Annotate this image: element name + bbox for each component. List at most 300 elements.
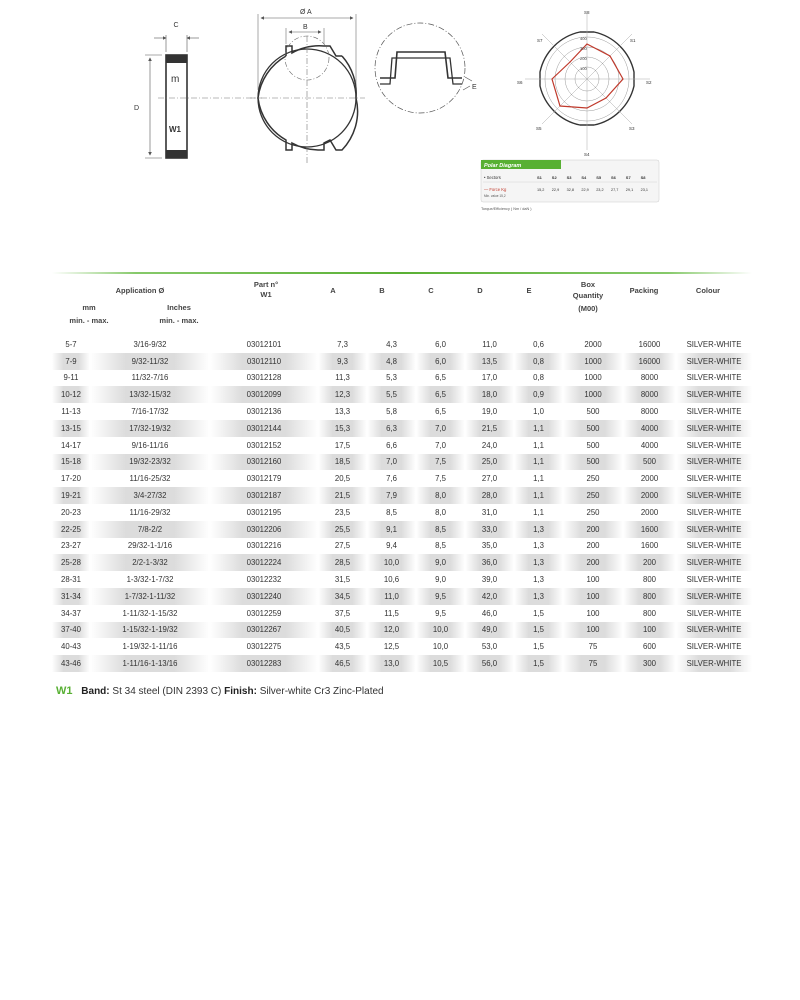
- cell-a: 27,5: [334, 541, 351, 551]
- cell-inches: 9/32-11/32: [90, 353, 210, 370]
- cell-mm: 28-31: [61, 575, 81, 585]
- cell-e: 1,5: [514, 622, 563, 639]
- svg-text:S8: S8: [584, 10, 590, 15]
- header-box: Box: [580, 280, 596, 289]
- table-row: [52, 588, 752, 605]
- cell-part-no: 03012099: [210, 386, 318, 403]
- svg-text:S7: S7: [537, 38, 543, 43]
- cell-box-qty: 100: [586, 608, 600, 618]
- cell-mm: 5-7: [65, 339, 77, 349]
- cell-e: 1,5: [533, 642, 544, 652]
- cell-e: 0,8: [533, 373, 544, 383]
- cell-c: 10,0: [416, 622, 465, 639]
- cell-packing: 100: [623, 622, 676, 639]
- header-packing: Packing: [629, 286, 659, 295]
- cell-a: 31,5: [334, 575, 351, 585]
- cell-packing: 300: [623, 655, 676, 672]
- polar-force-value: 23,1: [640, 188, 648, 192]
- cell-b: 5,3: [386, 373, 397, 383]
- cell-a: 46,5: [318, 655, 367, 672]
- cell-e: 1,1: [533, 507, 544, 517]
- header-part-w1: W1: [260, 290, 272, 299]
- svg-text:S1: S1: [630, 38, 636, 43]
- table-row: [52, 336, 752, 353]
- polar-sector-label: S1: [537, 175, 542, 180]
- label-a: Ø A: [300, 9, 312, 16]
- label-w1-side: W1: [169, 125, 181, 134]
- cell-box-qty: 100: [563, 622, 623, 639]
- cell-inches: 2/2-1-3/32: [90, 554, 210, 571]
- cell-d: 19,0: [481, 407, 498, 417]
- cell-d: 46,0: [481, 608, 498, 618]
- cell-packing: 600: [642, 642, 656, 652]
- header-mm-range: min. - max.: [69, 316, 109, 325]
- label-d: D: [134, 105, 140, 112]
- cell-a: 15,3: [318, 420, 367, 437]
- table-row: [52, 655, 752, 672]
- cell-colour: SILVER-WHITE: [686, 541, 742, 551]
- cell-box-qty: 100: [563, 588, 623, 605]
- cell-a: 18,5: [318, 454, 367, 471]
- cell-a: 17,5: [334, 440, 351, 450]
- header-quantity: Quantity: [572, 291, 604, 300]
- polar-force-value: 22,9: [581, 188, 589, 192]
- cell-packing: 4000: [623, 420, 676, 437]
- cell-b: 11,5: [384, 608, 399, 618]
- cell-part-no: 03012136: [246, 407, 282, 417]
- cell-packing: 8000: [640, 373, 659, 383]
- cell-packing: 16000: [638, 339, 661, 349]
- cell-colour: SILVER-WHITE: [676, 655, 752, 672]
- cell-inches: 3/16-9/32: [133, 339, 167, 349]
- cell-c: 10,0: [432, 642, 449, 652]
- cell-e: 1,3: [533, 541, 544, 551]
- header-c: C: [428, 286, 434, 295]
- note-band-label: Band:: [81, 686, 110, 697]
- cell-packing: 8000: [623, 386, 676, 403]
- cell-box-qty: 500: [563, 454, 623, 471]
- cell-part-no: 03012152: [246, 440, 282, 450]
- cell-part-no: 03012283: [210, 655, 318, 672]
- cell-b: 7,0: [367, 454, 416, 471]
- cell-d: 17,0: [481, 373, 498, 383]
- cell-d: 24,0: [481, 440, 498, 450]
- cell-b: 13,0: [367, 655, 416, 672]
- cell-d: 13,5: [465, 353, 514, 370]
- cell-e: 1,5: [514, 655, 563, 672]
- cell-c: 8,5: [416, 521, 465, 538]
- cell-part-no: 03012110: [210, 353, 318, 370]
- header-e: E: [526, 286, 532, 295]
- cell-a: 13,3: [334, 407, 351, 417]
- cell-e: 1,0: [533, 407, 544, 417]
- table-row: [52, 470, 752, 487]
- cell-e: 1,1: [533, 440, 544, 450]
- cell-a: 11,3: [335, 373, 350, 383]
- cell-mm: 10-12: [52, 386, 90, 403]
- cell-packing: 800: [642, 575, 656, 585]
- label-c: C: [173, 22, 179, 29]
- cell-colour: SILVER-WHITE: [676, 588, 752, 605]
- cell-inches: 11/16-25/32: [129, 474, 171, 484]
- cell-colour: SILVER-WHITE: [676, 487, 752, 504]
- cell-inches: 7/16-17/32: [131, 407, 169, 417]
- cell-part-no: 03012267: [210, 622, 318, 639]
- cell-d: 25,0: [465, 454, 514, 471]
- cell-part-no: 03012240: [210, 588, 318, 605]
- cell-packing: 2000: [623, 487, 676, 504]
- svg-text:S4: S4: [584, 152, 590, 157]
- cell-colour: SILVER-WHITE: [676, 521, 752, 538]
- cell-box-qty: 100: [586, 575, 600, 585]
- front-view: [250, 9, 365, 165]
- cell-inches: 7/8-2/2: [90, 521, 210, 538]
- cell-part-no: 03012144: [210, 420, 318, 437]
- polar-sector-label: S3: [566, 175, 572, 180]
- cell-inches: 13/32-15/32: [90, 386, 210, 403]
- polar-sector-label: S6: [611, 175, 616, 180]
- cell-d: 42,0: [465, 588, 514, 605]
- cell-colour: SILVER-WHITE: [676, 622, 752, 639]
- cell-box-qty: 250: [586, 474, 600, 484]
- ring-label-400: 400: [580, 36, 587, 41]
- cell-inches: 17/32-19/32: [90, 420, 210, 437]
- header-inches: Inches: [167, 303, 191, 312]
- cell-a: 21,5: [318, 487, 367, 504]
- cell-inches: 9/16-11/16: [131, 440, 169, 450]
- cell-b: 6,3: [367, 420, 416, 437]
- cell-part-no: 03012224: [210, 554, 318, 571]
- header-inches-range: min. - max.: [159, 316, 199, 325]
- cell-e: 1,1: [514, 487, 563, 504]
- cell-packing: 2000: [640, 507, 659, 517]
- polar-force-label: — Force Kg: [484, 187, 507, 192]
- cell-inches: 1-15/32-1-19/32: [90, 622, 210, 639]
- cell-a: 40,5: [318, 622, 367, 639]
- cell-c: 10,5: [416, 655, 465, 672]
- cell-a: 25,5: [318, 521, 367, 538]
- cell-packing: 800: [642, 608, 656, 618]
- cell-box-qty: 1000: [584, 373, 602, 383]
- cell-inches: 29/32-1-1/16: [127, 541, 173, 551]
- cell-c: 6,5: [416, 386, 465, 403]
- cell-d: 21,5: [465, 420, 514, 437]
- cell-box-qty: 200: [563, 521, 623, 538]
- cell-b: 9,4: [386, 541, 397, 551]
- cell-mm: 17-20: [61, 474, 81, 484]
- header-d: D: [477, 286, 483, 295]
- polar-force-value: 27,7: [611, 188, 619, 192]
- cell-inches: 1-3/32-1-7/32: [126, 575, 174, 585]
- technical-drawing: [0, 0, 800, 230]
- table-row: [52, 571, 752, 588]
- note-finish-label: Finish:: [224, 686, 257, 697]
- cell-e: 1,5: [533, 608, 544, 618]
- cell-a: 28,5: [318, 554, 367, 571]
- label-b: B: [303, 24, 308, 31]
- table-row: [52, 403, 752, 420]
- cell-inches: 3/4-27/32: [90, 487, 210, 504]
- cell-mm: 34-37: [61, 608, 81, 618]
- cell-e: 1,3: [514, 554, 563, 571]
- cell-inches: 1-7/32-1-11/32: [90, 588, 210, 605]
- polar-sector-label: S4: [581, 175, 587, 180]
- cell-colour: SILVER-WHITE: [686, 440, 742, 450]
- cell-b: 6,6: [386, 440, 397, 450]
- ring-label-100: 100: [580, 66, 587, 71]
- side-view: [134, 22, 262, 158]
- polar-force-value: 22,9: [551, 188, 560, 192]
- cell-colour: SILVER-WHITE: [676, 420, 752, 437]
- cell-mm: 13-15: [52, 420, 90, 437]
- cell-inches: 19/32-23/32: [90, 454, 210, 471]
- cell-d: 53,0: [481, 642, 498, 652]
- cell-colour: SILVER-WHITE: [686, 507, 742, 517]
- cell-part-no: 03012259: [246, 608, 282, 618]
- cell-e: 1,3: [514, 521, 563, 538]
- polar-sectors-label: • Sectors: [484, 175, 501, 180]
- cell-part-no: 03012160: [210, 454, 318, 471]
- header-application: Application Ø: [115, 286, 165, 295]
- note-band-value: St 34 steel (DIN 2393 C): [112, 686, 222, 697]
- cell-d: 31,0: [481, 507, 498, 517]
- cell-c: 6,0: [435, 339, 446, 349]
- cell-inches: 1-19/32-1-11/16: [122, 642, 178, 652]
- table-row: [52, 370, 752, 387]
- table-row: [52, 521, 752, 538]
- cell-box-qty: 200: [586, 541, 600, 551]
- cell-e: 0,9: [514, 386, 563, 403]
- detail-view: [375, 23, 477, 113]
- table-row: [52, 504, 752, 521]
- svg-text:S3: S3: [629, 126, 635, 131]
- cell-colour: SILVER-WHITE: [676, 386, 752, 403]
- cell-c: 9,5: [435, 608, 446, 618]
- polar-sector-label: S5: [596, 175, 602, 180]
- cell-part-no: 03012128: [246, 373, 282, 383]
- cell-b: 10,0: [367, 554, 416, 571]
- cell-a: 12,3: [318, 386, 367, 403]
- ring-label-300: 300: [580, 46, 587, 51]
- table-row: [52, 638, 752, 655]
- cell-a: 43,5: [334, 642, 351, 652]
- cell-part-no: 03012232: [246, 575, 282, 585]
- cell-d: 36,0: [465, 554, 514, 571]
- header-a: A: [330, 286, 336, 295]
- cell-a: 37,5: [334, 608, 351, 618]
- cell-colour: SILVER-WHITE: [686, 474, 742, 484]
- cell-packing: 2000: [640, 474, 659, 484]
- svg-text:S2: S2: [646, 80, 652, 85]
- cell-c: 8,5: [435, 541, 446, 551]
- cell-mm: 9-11: [63, 373, 79, 383]
- polar-force-value: 32,8: [566, 188, 574, 192]
- cell-packing: 4000: [640, 440, 659, 450]
- header-b: B: [379, 286, 385, 295]
- cell-packing: 800: [623, 588, 676, 605]
- cell-d: 39,0: [481, 575, 498, 585]
- cell-colour: SILVER-WHITE: [676, 454, 752, 471]
- cell-b: 7,6: [386, 474, 397, 484]
- cell-box-qty: 500: [563, 420, 623, 437]
- cell-mm: 7-9: [52, 353, 90, 370]
- cell-b: 4,3: [386, 339, 397, 349]
- table-row: [52, 386, 752, 403]
- cell-e: 1,1: [514, 420, 563, 437]
- cell-mm: 23-27: [61, 541, 81, 551]
- cell-c: 7,5: [435, 474, 446, 484]
- cell-colour: SILVER-WHITE: [686, 407, 742, 417]
- cell-mm: 37-40: [52, 622, 90, 639]
- cell-e: 0,8: [514, 353, 563, 370]
- cell-box-qty: 250: [563, 487, 623, 504]
- cell-c: 6,0: [416, 353, 465, 370]
- cell-d: 33,0: [465, 521, 514, 538]
- cell-c: 7,0: [435, 440, 446, 450]
- cell-b: 12,5: [383, 642, 400, 652]
- table-row: [52, 622, 752, 639]
- cell-e: 1,1: [514, 454, 563, 471]
- cell-part-no: 03012275: [246, 642, 282, 652]
- table-row: [52, 454, 752, 471]
- svg-text:S5: S5: [536, 126, 542, 131]
- polar-sector-label: S2: [551, 175, 557, 180]
- cell-c: 9,0: [435, 575, 446, 585]
- cell-a: 23,5: [334, 507, 351, 517]
- cell-colour: SILVER-WHITE: [686, 339, 742, 349]
- cell-box-qty: 1000: [563, 386, 623, 403]
- cell-part-no: 03012101: [246, 339, 282, 349]
- cell-a: 34,5: [318, 588, 367, 605]
- polar-force-value: 15,2: [537, 188, 545, 192]
- cell-b: 5,8: [386, 407, 397, 417]
- cell-box-qty: 2000: [584, 339, 602, 349]
- polar-force-value: 23,2: [596, 188, 604, 192]
- cell-d: 18,0: [465, 386, 514, 403]
- cell-colour: SILVER-WHITE: [686, 373, 742, 383]
- polar-sector-label: S8: [640, 175, 646, 180]
- cell-a: 20,5: [334, 474, 351, 484]
- polar-footnote: Torque/Efficiency ( Nm / daN ): [481, 207, 532, 211]
- cell-inches: 1-11/16-1-13/16: [90, 655, 210, 672]
- cell-part-no: 03012206: [210, 521, 318, 538]
- table-row: [52, 538, 752, 555]
- cell-mm: 43-46: [52, 655, 90, 672]
- cell-d: 35,0: [481, 541, 498, 551]
- cell-box-qty: 1000: [563, 353, 623, 370]
- cell-packing: 1600: [623, 521, 676, 538]
- cell-b: 7,9: [367, 487, 416, 504]
- polar-min-value: Min. value 15,2: [484, 194, 506, 198]
- cell-colour: SILVER-WHITE: [686, 608, 742, 618]
- material-note: [56, 685, 384, 697]
- section-divider: [52, 272, 752, 274]
- cell-part-no: 03012179: [246, 474, 282, 484]
- note-code: W1: [56, 685, 73, 697]
- cell-box-qty: 500: [586, 407, 600, 417]
- cell-d: 28,0: [465, 487, 514, 504]
- cell-b: 12,0: [367, 622, 416, 639]
- cell-d: 27,0: [481, 474, 498, 484]
- cell-c: 7,0: [416, 420, 465, 437]
- cell-e: 0,6: [533, 339, 544, 349]
- cell-c: 7,5: [416, 454, 465, 471]
- cell-packing: 8000: [640, 407, 659, 417]
- specification-table: [52, 336, 752, 672]
- cell-inches: 1-11/32-1-15/32: [122, 608, 178, 618]
- table-row: [52, 420, 752, 437]
- cell-c: 9,5: [416, 588, 465, 605]
- cell-c: 8,0: [435, 507, 446, 517]
- cell-box-qty: 75: [563, 655, 623, 672]
- cell-b: 9,1: [367, 521, 416, 538]
- cell-e: 1,1: [533, 474, 544, 484]
- cell-box-qty: 75: [588, 642, 598, 652]
- cell-mm: 31-34: [52, 588, 90, 605]
- cell-d: 49,0: [465, 622, 514, 639]
- cell-box-qty: 200: [563, 554, 623, 571]
- cell-mm: 11-13: [61, 407, 81, 417]
- cell-c: 6,5: [435, 407, 446, 417]
- cell-colour: SILVER-WHITE: [686, 575, 742, 585]
- header-colour: Colour: [695, 286, 721, 295]
- cell-mm: 22-25: [52, 521, 90, 538]
- polar-sector-label: S7: [625, 175, 631, 180]
- cell-b: 11,0: [367, 588, 416, 605]
- table-row: [52, 554, 752, 571]
- cell-packing: 16000: [623, 353, 676, 370]
- cell-mm: 19-21: [52, 487, 90, 504]
- cell-part-no: 03012216: [246, 541, 282, 551]
- cell-colour: SILVER-WHITE: [676, 554, 752, 571]
- label-e: E: [472, 84, 477, 91]
- cell-b: 5,5: [367, 386, 416, 403]
- header-mm: mm: [82, 303, 96, 312]
- cell-packing: 200: [623, 554, 676, 571]
- cell-packing: 500: [623, 454, 676, 471]
- cell-c: 9,0: [416, 554, 465, 571]
- table-row: [52, 487, 752, 504]
- header-part-no: Part n°: [253, 280, 279, 289]
- polar-diagram: [481, 10, 659, 211]
- cell-box-qty: 500: [586, 440, 600, 450]
- cell-mm: 25-28: [52, 554, 90, 571]
- cell-mm: 14-17: [61, 440, 81, 450]
- table-row: [52, 437, 752, 454]
- cell-d: 11,0: [482, 339, 497, 349]
- cell-mm: 15-18: [52, 454, 90, 471]
- cell-b: 4,8: [367, 353, 416, 370]
- cell-box-qty: 250: [586, 507, 600, 517]
- cell-b: 8,5: [386, 507, 397, 517]
- ring-label-200: 200: [580, 56, 587, 61]
- cell-part-no: 03012187: [210, 487, 318, 504]
- cell-c: 8,0: [416, 487, 465, 504]
- polar-title: Polar Diagram: [484, 163, 522, 169]
- cell-a: 7,3: [337, 339, 348, 349]
- table-row: [52, 605, 752, 622]
- cell-packing: 1600: [640, 541, 659, 551]
- svg-text:S6: S6: [517, 80, 523, 85]
- header-m00: (M00): [578, 304, 598, 313]
- cell-colour: SILVER-WHITE: [676, 353, 752, 370]
- cell-mm: 20-23: [61, 507, 81, 517]
- cell-inches: 11/16-29/32: [129, 507, 171, 517]
- cell-d: 56,0: [465, 655, 514, 672]
- note-finish-value: Silver-white Cr3 Zinc-Plated: [259, 686, 384, 697]
- table-row: [52, 353, 752, 370]
- cell-colour: SILVER-WHITE: [686, 642, 742, 652]
